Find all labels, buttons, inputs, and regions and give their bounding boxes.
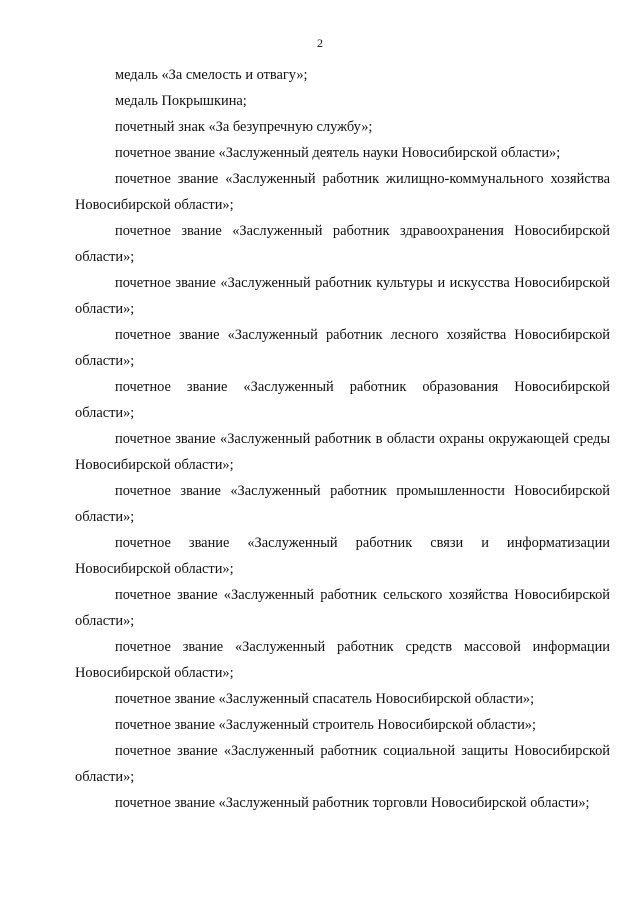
list-item: почетное звание «Заслуженный работник промышленности Новосибирской области»; bbox=[75, 483, 610, 525]
award-list bbox=[75, 62, 610, 816]
list-item: почетное звание «Заслуженный работник культуры и искусства Новосибирской области»; bbox=[75, 275, 610, 317]
list-item: почетное звание «Заслуженный строитель Новосибирской области»; bbox=[115, 717, 536, 733]
list-item: почетное звание «Заслуженный работник жилищно-коммунального хозяйства Новосибирской области»; bbox=[75, 171, 610, 213]
list-item: почетное звание «Заслуженный работник здравоохранения Новосибирской области»; bbox=[75, 223, 610, 265]
list-item: почетное звание «Заслуженный работник в области охраны окружающей среды Новосибирской области»; bbox=[75, 431, 610, 473]
list-item: почетное звание «Заслуженный работник сельского хозяйства Новосибирской области»; bbox=[75, 587, 610, 629]
list-item: почетное звание «Заслуженный спасатель Новосибирской области»; bbox=[115, 691, 535, 707]
list-item: почетное звание «Заслуженный работник торговли Новосибирской области»; bbox=[115, 795, 590, 811]
page-number: 2 bbox=[317, 36, 323, 50]
list-item: почетный знак «За безупречную службу»; bbox=[115, 119, 373, 135]
list-item: медаль Покрышкина; bbox=[115, 93, 247, 109]
list-item: почетное звание «Заслуженный работник средств массовой информации Новосибирской области»; bbox=[75, 639, 610, 681]
list-item: почетное звание «Заслуженный работник образования Новосибирской области»; bbox=[75, 379, 610, 421]
list-item: медаль «За смелость и отвагу»; bbox=[115, 67, 308, 83]
list-item: почетное звание «Заслуженный деятель науки Новосибирской области»; bbox=[115, 145, 561, 161]
list-item: почетное звание «Заслуженный работник связи и информатизации Новосибирской области»; bbox=[75, 535, 610, 577]
list-item: почетное звание «Заслуженный работник лесного хозяйства Новосибирской области»; bbox=[75, 327, 610, 369]
list-item: почетное звание «Заслуженный работник социальной защиты Новосибирской области»; bbox=[75, 743, 610, 785]
